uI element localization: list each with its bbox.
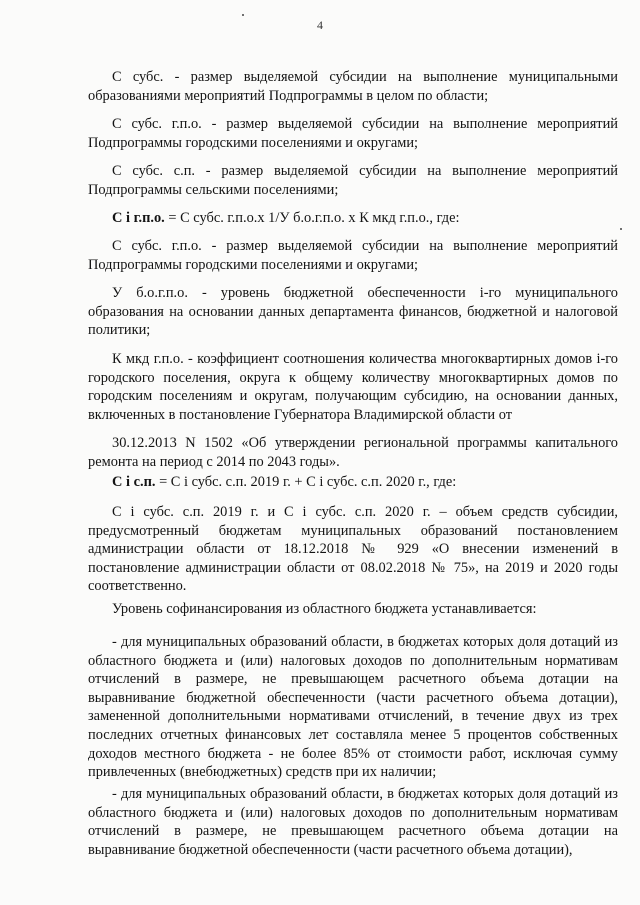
paragraph-u-bo-gpo: У б.о.г.п.о. - уровень бюджетной обеспеченности i-го муниципального образования на основании данных департамента финансов, бюджетной и налоговой политики; <box>88 285 618 339</box>
paragraph-cofinancing-intro: Уровень софинансирования из областного бюджета устанавливается: <box>112 601 537 617</box>
formula-c-i-gpo-expression: = С субс. г.п.о.х 1/У б.о.г.п.о. х К мкд г.п.о., где: <box>164 210 460 226</box>
formula-c-i-gpo <box>88 209 618 228</box>
page-number: 4 <box>317 18 323 32</box>
formula-c-i-gpo-label: С i г.п.о. <box>112 210 165 226</box>
paragraph-c-subs: С субс. - размер выделяемой субсидии на выполнение муниципальными образованиями мероприятий Подпрограммы в целом по области; <box>88 69 618 104</box>
formula-c-i-sp <box>88 473 618 492</box>
paragraph-cofinancing-85: - для муниципальных образований области, в бюджетах которых доля дотаций из областного бюджета и (или) налоговых доходов по дополнительным нормативам отчислений в размере, не превышающем расчетного объема дотации на выравнивание бюджетной обеспеченности (части расчетного объема дотации), замененной дополнительными нормативами отчислений, в течение двух из трех последних отчетных финансовых лет составляла менее 5 процентов собственных доходов местного бюджета - не более 85% от стоимости работ, исключая сумму привлеченных (внебюджетных) средств при их наличии; <box>88 634 618 781</box>
scan-speck <box>620 228 622 230</box>
paragraph-c-subs-gpo: С субс. г.п.о. - размер выделяемой субсидии на выполнение мероприятий Подпрограммы городскими поселениями и округами; <box>88 116 618 151</box>
paragraph-k-mkd-gpo: К мкд г.п.о. - коэффициент соотношения количества многоквартирных домов i-го городского поселения, округа к общему количеству многоквартирных домов по городским поселениям и округам, получающим субсидию, на основании данных, включенных в постановление Губернатора Владимирской области от <box>88 351 618 423</box>
paragraph-subsidy-volume: С i субс. с.п. 2019 г. и С i субс. с.п. 2020 г. – объем средств субсидии, предусмотренный бюджетам муниципальных образований постановлением администрации области от 18.12.2018 № 929 «О внесении изменений в постановление администрации области от 08.02.2018 № 75», на 2019 и 2020 годы соответственно. <box>88 504 618 595</box>
formula-c-i-sp-label: С i с.п. <box>112 474 156 490</box>
paragraph-c-subs-sp: С субс. с.п. - размер выделяемой субсидии на выполнение мероприятий Подпрограммы сельскими поселениями; <box>88 163 618 198</box>
paragraph-cofinancing-second: - для муниципальных образований области, в бюджетах которых доля дотаций из областного бюджета и (или) налоговых доходов по дополнительным нормативам отчислений в размере, не превышающем расчетного объема дотации на выравнивание бюджетной обеспеченности (части расчетного объема дотации), <box>88 786 618 858</box>
formula-c-i-sp-expression: = С i субс. с.п. 2019 г. + С i субс. с.п. 2020 г., где: <box>155 474 457 490</box>
paragraph-c-subs-gpo-definition: С субс. г.п.о. - размер выделяемой субсидии на выполнение мероприятий Подпрограммы городскими поселениями и округами; <box>88 238 618 273</box>
paragraph-regional-program: 30.12.2013 N 1502 «Об утверждении региональной программы капитального ремонта на период с 2014 по 2043 годы». <box>88 435 618 470</box>
scan-speck <box>242 14 244 16</box>
